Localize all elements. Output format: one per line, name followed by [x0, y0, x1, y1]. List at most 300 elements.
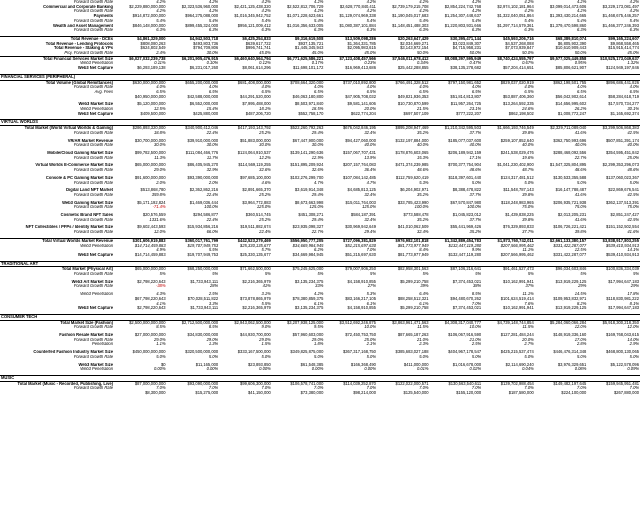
value-cell[interactable]: $112,759,620,419: [395, 175, 429, 180]
value-cell[interactable]: 0.08%: [574, 367, 587, 372]
value-cell[interactable]: $16,969,413,686: [345, 66, 376, 71]
value-cell[interactable]: $360,017,761,799: [167, 238, 220, 243]
value-cell[interactable]: 32.4%: [364, 192, 376, 197]
value-cell[interactable]: $487,206,720: [245, 111, 271, 116]
value-cell[interactable]: $30,700,000,000: [134, 138, 166, 143]
value-cell[interactable]: $67,447,900,000: [292, 138, 324, 143]
value-cell[interactable]: $862,198,502: [508, 111, 534, 116]
value-cell[interactable]: $124,064,910,537: [237, 150, 271, 155]
row-label[interactable]: Virtual Worlds E-Commerce Market Size: [35, 163, 113, 168]
value-cell[interactable]: $13,919,229,125: [555, 306, 587, 311]
value-cell[interactable]: 24.6%: [522, 107, 534, 112]
row-label[interactable]: Web3 Art Market Size: [71, 279, 113, 284]
value-cell[interactable]: $25,330,135,677: [240, 252, 271, 257]
value-cell[interactable]: $676,042,846,195: [342, 125, 376, 131]
value-cell[interactable]: $1,364,331,785: [347, 41, 376, 46]
value-cell[interactable]: $10,162,991,941: [503, 306, 534, 311]
value-cell[interactable]: 35.2%: [469, 230, 482, 235]
value-cell[interactable]: 75.0%: [574, 205, 587, 210]
value-cell[interactable]: $552,758,170: [298, 111, 324, 116]
value-cell[interactable]: $3,619,914,348: [294, 188, 324, 193]
value-cell[interactable]: 4.7%: [314, 180, 324, 185]
value-cell[interactable]: $2,114,690,240: [505, 362, 534, 367]
value-cell[interactable]: 4.2%: [208, 0, 219, 4]
value-cell[interactable]: 4.2%: [261, 0, 271, 4]
value-cell[interactable]: 4.6%: [261, 180, 271, 185]
value-cell[interactable]: $9,581,141,606: [347, 102, 376, 107]
row-label[interactable]: Web3 Penetration: [80, 243, 113, 248]
value-cell[interactable]: 0.95%: [574, 61, 587, 66]
value-cell[interactable]: $3,863,961,471,563: [392, 320, 429, 325]
value-cell[interactable]: 75.0%: [627, 205, 639, 210]
value-cell[interactable]: $10,610,909,443: [555, 46, 587, 51]
value-cell[interactable]: $4,158,910,855: [347, 306, 376, 311]
value-cell[interactable]: 29.0%: [311, 337, 324, 342]
value-cell[interactable]: 4.2%: [419, 9, 429, 14]
value-cell[interactable]: 0.00%: [206, 367, 219, 372]
value-cell[interactable]: 0.67%: [522, 61, 534, 66]
value-cell[interactable]: 4.2%: [629, 9, 639, 14]
value-cell[interactable]: $1,469,036,444: [189, 200, 219, 205]
value-cell[interactable]: 6.5%: [419, 89, 429, 94]
value-cell[interactable]: $2,216,365,979: [242, 306, 271, 311]
row-label[interactable]: Web3 Penetration: [80, 61, 113, 66]
value-cell[interactable]: 45.0%: [311, 51, 324, 56]
value-cell[interactable]: $111,084,466,776: [185, 150, 219, 155]
row-label[interactable]: Mobile/Cloud Gaming Market Size: [47, 150, 113, 155]
value-cell[interactable]: 4.0%: [471, 85, 482, 90]
value-cell[interactable]: 5%: [317, 272, 324, 277]
value-cell[interactable]: $2,854,224,742,768: [444, 4, 482, 9]
value-cell[interactable]: 48.6%: [574, 168, 587, 173]
value-cell[interactable]: $20,576,559: [142, 213, 166, 218]
value-cell[interactable]: 11.3%: [154, 155, 166, 160]
value-cell[interactable]: $10,730,870,599: [397, 102, 429, 107]
value-cell[interactable]: 25.0%: [364, 337, 376, 342]
value-cell[interactable]: 125.0%: [256, 205, 271, 210]
value-cell[interactable]: 10.0%: [364, 325, 376, 330]
value-cell[interactable]: $207,566,995,462: [500, 252, 534, 257]
value-cell[interactable]: $2,013,205,231: [557, 213, 587, 218]
value-cell[interactable]: 125.0%: [309, 205, 324, 210]
value-cell[interactable]: $25,330,135,677: [240, 243, 271, 248]
value-cell[interactable]: $5,171,192,824: [137, 200, 166, 205]
value-cell[interactable]: 50.0%: [416, 51, 429, 56]
value-cell[interactable]: $3,838,917,803,255: [587, 238, 640, 243]
value-cell[interactable]: $4,308,317,040,777: [444, 320, 482, 325]
value-cell[interactable]: $94,480,670,262: [450, 296, 482, 301]
value-cell[interactable]: $207,157,764,083: [342, 163, 376, 168]
value-cell[interactable]: 7.6%: [524, 301, 534, 306]
value-cell[interactable]: $166,368,490: [350, 362, 376, 367]
value-cell[interactable]: $468,800,130,065: [605, 350, 639, 355]
value-cell[interactable]: $42,588,000,000: [187, 94, 219, 99]
value-cell[interactable]: 4.2%: [314, 292, 324, 297]
value-cell[interactable]: $1,254,307,448,637: [444, 14, 482, 19]
value-cell[interactable]: 50.0%: [522, 51, 534, 56]
value-cell[interactable]: $9,577,025,449,858: [535, 56, 588, 61]
value-cell[interactable]: $23,935,098,327: [292, 225, 324, 230]
value-cell[interactable]: $6,231,017,260: [189, 66, 219, 71]
value-cell[interactable]: 0.10%: [206, 61, 219, 66]
row-label[interactable]: Web3 Penetration: [80, 367, 113, 372]
value-cell[interactable]: $44,930,700,000: [240, 333, 271, 338]
value-cell[interactable]: 6.3%: [261, 28, 271, 33]
value-cell[interactable]: 0.11%: [154, 61, 166, 66]
value-cell[interactable]: $808,080,263: [140, 41, 166, 46]
value-cell[interactable]: 45.0%: [364, 51, 376, 56]
value-cell[interactable]: $895,208,947,469: [395, 125, 429, 131]
value-cell[interactable]: $159,945,951,481: [605, 381, 639, 386]
value-cell[interactable]: 6.5%: [524, 89, 534, 94]
value-cell[interactable]: $15,011,764,003: [345, 200, 376, 205]
value-cell[interactable]: 6.5%: [577, 89, 587, 94]
value-cell[interactable]: $777,222,207: [456, 111, 482, 116]
value-cell[interactable]: 100.0%: [204, 205, 219, 210]
row-label[interactable]: Counterfeit Fashion Industry Market Size: [33, 350, 113, 355]
value-cell[interactable]: $241,538,029,476: [500, 150, 534, 155]
value-cell[interactable]: 7.0%: [366, 386, 376, 391]
value-cell[interactable]: 0.12%: [259, 61, 271, 66]
value-cell[interactable]: $6,805,902,390: [557, 41, 587, 46]
value-cell[interactable]: $286,893,320,000: [132, 125, 166, 131]
value-cell[interactable]: 7.0%: [577, 386, 587, 391]
value-cell[interactable]: $4,158,910,855: [347, 279, 376, 284]
value-cell[interactable]: $17,994,647,183: [608, 279, 639, 284]
value-cell[interactable]: $178,876,603,065: [395, 150, 429, 155]
value-cell[interactable]: 32.4%: [364, 130, 376, 135]
value-cell[interactable]: $22,869,676,541: [608, 188, 639, 193]
value-cell[interactable]: 2.5%: [471, 342, 482, 347]
value-cell[interactable]: 5.7%: [261, 248, 271, 253]
value-cell[interactable]: $100,836,334,039: [605, 266, 639, 272]
value-cell[interactable]: $1,220,803,931,666: [444, 23, 482, 28]
value-cell[interactable]: 1.5%: [261, 342, 271, 347]
value-cell[interactable]: 6.5%: [156, 89, 166, 94]
value-cell[interactable]: $404,967,178,547: [448, 350, 482, 355]
value-cell[interactable]: 6.2%: [314, 248, 324, 253]
value-cell[interactable]: 2.0%: [156, 180, 166, 185]
value-cell[interactable]: $187,580,000: [508, 391, 534, 396]
value-cell[interactable]: $700,377,754,904: [448, 163, 482, 168]
value-cell[interactable]: $25,442,288,855: [397, 66, 429, 71]
value-cell[interactable]: $425,215,537,474: [500, 350, 534, 355]
value-cell[interactable]: $622,774,204: [350, 111, 376, 116]
value-cell[interactable]: $79,007,906,250: [345, 266, 376, 272]
value-cell[interactable]: 22.7%: [311, 230, 324, 235]
value-cell[interactable]: 4.2%: [366, 9, 376, 14]
value-cell[interactable]: 39%: [420, 284, 429, 289]
value-cell[interactable]: $206,189,942,159: [448, 150, 482, 155]
value-cell[interactable]: $450,000,000,000: [132, 350, 166, 355]
row-label[interactable]: Forward Growth Rate: [73, 284, 113, 289]
value-cell[interactable]: $10,162,991,941: [503, 279, 534, 284]
value-cell[interactable]: 7.0%: [261, 386, 271, 391]
value-cell[interactable]: $4,942,503,718: [167, 36, 220, 41]
value-cell[interactable]: $522,260,792,263: [290, 125, 324, 131]
value-cell[interactable]: 5%: [475, 272, 482, 277]
row-label[interactable]: Web3 Market Size: [78, 102, 113, 107]
value-cell[interactable]: 30.1%: [627, 107, 639, 112]
value-cell[interactable]: 6.1%: [366, 301, 376, 306]
value-cell[interactable]: $45,593,206,716: [482, 36, 535, 41]
value-cell[interactable]: 5%: [633, 272, 639, 277]
value-cell[interactable]: $301,606,919,883: [114, 238, 167, 243]
value-cell[interactable]: $11,548,787,143: [503, 188, 534, 193]
value-cell[interactable]: 23.1%: [469, 107, 482, 112]
value-cell[interactable]: 3.1%: [261, 292, 271, 297]
value-cell[interactable]: $2,891,665,370: [242, 188, 271, 193]
value-cell[interactable]: 100.0%: [467, 205, 482, 210]
value-cell[interactable]: 6.3%: [577, 28, 587, 33]
row-label[interactable]: Avg. Fees: [94, 89, 113, 94]
value-cell[interactable]: 29.0%: [206, 337, 219, 342]
value-cell[interactable]: $425,880,000: [193, 111, 219, 116]
value-cell[interactable]: $1,129,074,969,338: [339, 14, 376, 19]
value-cell[interactable]: $157,067,707,431: [342, 150, 376, 155]
value-cell[interactable]: $1,873,760,742,011: [482, 238, 535, 243]
value-cell[interactable]: $11,698,101,172: [292, 66, 324, 71]
value-cell[interactable]: $3,135,234,375: [294, 279, 324, 284]
value-cell[interactable]: $0: [161, 362, 166, 367]
value-cell[interactable]: 36.4%: [364, 168, 376, 173]
row-label[interactable]: Forward Growth Rate: [73, 386, 113, 391]
value-cell[interactable]: $5,284,060,066,284: [549, 320, 587, 325]
value-cell[interactable]: $7,546,011,678,412: [377, 56, 430, 61]
value-cell[interactable]: $6,460,640,564,794: [219, 56, 272, 61]
value-cell[interactable]: $34,669,984,945: [292, 252, 324, 257]
value-cell[interactable]: $139,702,988,454: [500, 381, 534, 386]
value-cell[interactable]: $5,299,210,758: [400, 306, 429, 311]
value-cell[interactable]: $169,768,043,615: [605, 333, 639, 338]
value-cell[interactable]: $655,200,000,000: [185, 80, 219, 85]
value-cell[interactable]: 38%: [472, 284, 482, 289]
value-cell[interactable]: $40,950,000,000: [134, 94, 166, 99]
value-cell[interactable]: $70,028,511,822: [187, 296, 219, 301]
row-label[interactable]: Web3 Net Capture: [77, 111, 113, 116]
value-cell[interactable]: $47,905,708,032: [345, 94, 376, 99]
value-cell[interactable]: 29.4%: [311, 130, 324, 135]
value-cell[interactable]: $360,514,745: [245, 213, 271, 218]
value-cell[interactable]: $639,617,722: [245, 41, 271, 46]
value-cell[interactable]: 37%: [525, 284, 534, 289]
value-cell[interactable]: $7,374,453,021: [452, 279, 482, 284]
row-label[interactable]: Total Market (Physical Art): [61, 266, 113, 272]
value-cell[interactable]: 40.0%: [469, 143, 482, 148]
value-cell[interactable]: $727,096,381,829: [324, 238, 377, 243]
value-cell[interactable]: 11.5%: [522, 325, 534, 330]
row-label[interactable]: Forward Growth Rate: [73, 28, 113, 33]
value-cell[interactable]: $896,686,441,826: [605, 80, 639, 85]
value-cell[interactable]: 4.2%: [366, 0, 376, 4]
value-cell[interactable]: 5.4%: [629, 18, 639, 23]
row-label[interactable]: NFT Collectibles / PFPs / Identity Market Size: [25, 225, 113, 230]
value-cell[interactable]: 5%: [580, 272, 587, 277]
value-cell[interactable]: $2,522,812,706,729: [286, 4, 324, 9]
value-cell[interactable]: 5.0%: [314, 354, 324, 359]
value-cell[interactable]: $4,685,813,125: [347, 188, 376, 193]
value-cell[interactable]: $539,410,934,913: [605, 252, 639, 257]
value-cell[interactable]: 17.1%: [469, 155, 482, 160]
value-cell[interactable]: $1,071,228,623,661: [286, 14, 324, 19]
value-cell[interactable]: 5.4%: [577, 18, 587, 23]
value-cell[interactable]: 50.0%: [574, 51, 587, 56]
value-cell[interactable]: $118,830,981,222: [606, 296, 639, 301]
value-cell[interactable]: $794,709,806: [193, 46, 219, 51]
value-cell[interactable]: 4.2%: [577, 0, 587, 4]
value-cell[interactable]: 12.5%: [574, 248, 587, 253]
value-cell[interactable]: 6.3%: [156, 28, 166, 33]
row-label[interactable]: Web3 Net Capture: [77, 252, 113, 257]
value-cell[interactable]: $1,342,889,454,783: [430, 238, 483, 243]
value-cell[interactable]: 50.0%: [469, 51, 482, 56]
value-cell[interactable]: 32.4%: [416, 230, 429, 235]
value-cell[interactable]: 125.0%: [362, 205, 376, 210]
row-label[interactable]: [0, 391, 114, 396]
value-cell[interactable]: $681,408,000,000: [237, 80, 271, 85]
value-cell[interactable]: $5,918,300,218,350: [602, 320, 639, 325]
value-cell[interactable]: $41,150,000: [248, 391, 271, 396]
value-cell[interactable]: 5%: [159, 272, 166, 277]
value-cell[interactable]: 25.2%: [259, 130, 271, 135]
value-cell[interactable]: $94,427,060,000: [345, 138, 376, 143]
value-cell[interactable]: 5.3%: [366, 292, 376, 297]
value-cell[interactable]: $996,741,741: [245, 46, 271, 51]
value-cell[interactable]: 25.2%: [259, 217, 271, 222]
value-cell[interactable]: 0.23%: [364, 61, 376, 66]
row-label[interactable]: Cosmetic Brand NFT Sales: [60, 213, 113, 218]
row-label[interactable]: VR/AR Market Revenue: [67, 138, 113, 143]
value-cell[interactable]: 4.2%: [261, 9, 271, 14]
value-cell[interactable]: $367,317,168,750: [342, 350, 376, 355]
value-cell[interactable]: 4.0%: [156, 85, 166, 90]
value-cell[interactable]: 2.5%: [208, 292, 219, 297]
value-cell[interactable]: $124,949,197,846: [605, 66, 639, 71]
value-cell[interactable]: $118,397,601,440: [448, 175, 482, 180]
value-cell[interactable]: 9.5%: [314, 325, 324, 330]
value-cell[interactable]: 5.0%: [471, 180, 482, 185]
value-cell[interactable]: $2,739,179,215,708: [392, 4, 429, 9]
row-label[interactable]: Forward Growth Rate: [73, 85, 113, 90]
value-cell[interactable]: $1,165,692,374: [610, 111, 639, 116]
value-cell[interactable]: $2,628,770,840,411: [339, 4, 376, 9]
value-cell[interactable]: $1,016,678,000: [452, 362, 482, 367]
value-cell[interactable]: 42.5%: [627, 192, 639, 197]
value-cell[interactable]: $3,299,506,868,383: [602, 125, 639, 131]
value-cell[interactable]: $1,016,345,942,752: [234, 14, 271, 19]
value-cell[interactable]: 19.6%: [522, 155, 534, 160]
value-cell[interactable]: $9,602,443,593: [137, 225, 166, 230]
value-cell[interactable]: $1,466,377,246,393: [602, 23, 639, 28]
value-cell[interactable]: $71,662,500,000: [240, 266, 271, 272]
value-cell[interactable]: 28%: [209, 284, 219, 289]
value-cell[interactable]: 25.0%: [627, 155, 639, 160]
value-cell[interactable]: 4.0%: [577, 85, 587, 90]
value-cell[interactable]: 37.7%: [469, 130, 482, 135]
value-cell[interactable]: $3,229,173,081,497: [602, 4, 639, 9]
row-label[interactable]: Penetration: [92, 342, 113, 347]
value-cell[interactable]: 2.1%: [366, 342, 376, 347]
row-label[interactable]: Total Revenue - Lending Protocols: [45, 41, 113, 46]
value-cell[interactable]: $224,100,000: [561, 391, 587, 396]
row-label[interactable]: Web3 Net Capture: [77, 306, 113, 311]
value-cell[interactable]: 6.3%: [471, 28, 482, 33]
value-cell[interactable]: $151,895,209,924: [290, 163, 324, 168]
row-label[interactable]: Total Volume (Global Remittances): [45, 80, 113, 85]
value-cell[interactable]: $8,061,614,296: [242, 66, 271, 71]
value-cell[interactable]: 5.4%: [314, 18, 324, 23]
value-cell[interactable]: 32.6%: [259, 168, 271, 173]
value-cell[interactable]: $1,080,387,101,884: [339, 23, 376, 28]
value-cell[interactable]: 4.2%: [471, 0, 482, 4]
value-cell[interactable]: $697,507,109: [403, 111, 429, 116]
row-label[interactable]: Total Market Size (Fashion): [60, 320, 113, 325]
value-cell[interactable]: 39.8%: [574, 230, 587, 235]
value-cell[interactable]: $88,258,512,321: [397, 296, 429, 301]
value-cell[interactable]: $81,773,977,949: [397, 252, 429, 257]
value-cell[interactable]: 48.6%: [627, 168, 639, 173]
value-cell[interactable]: $68,389,810,074: [535, 36, 588, 41]
value-cell[interactable]: 4.3%: [156, 292, 166, 297]
value-cell[interactable]: $82,958,301,563: [397, 266, 429, 272]
value-cell[interactable]: 1331.6%: [149, 217, 166, 222]
value-cell[interactable]: $914,872,000,000: [132, 14, 166, 19]
value-cell[interactable]: 22.7%: [574, 155, 587, 160]
value-cell[interactable]: 4.0%: [261, 85, 271, 90]
value-cell[interactable]: 75.0%: [522, 205, 534, 210]
value-cell[interactable]: 6.5%: [471, 89, 482, 94]
value-cell[interactable]: $846,148,000,000: [132, 23, 166, 28]
value-cell[interactable]: 18.1%: [259, 107, 271, 112]
value-cell[interactable]: $1,008,772,247: [557, 111, 587, 116]
value-cell[interactable]: 22.4%: [206, 192, 219, 197]
value-cell[interactable]: 42.5%: [627, 217, 639, 222]
value-cell[interactable]: 12.2%: [259, 155, 271, 160]
value-cell[interactable]: 5.4%: [471, 18, 482, 23]
value-cell[interactable]: $91,600,000,000: [134, 175, 166, 180]
value-cell[interactable]: $6,201,905,476,915: [167, 56, 220, 61]
value-cell[interactable]: 2.0%: [208, 180, 219, 185]
value-cell[interactable]: 5.0%: [524, 354, 534, 359]
value-cell[interactable]: $57,960,603,000: [292, 333, 324, 338]
value-cell[interactable]: $267,880,000: [613, 391, 639, 396]
value-cell[interactable]: 27%: [367, 284, 376, 289]
value-cell[interactable]: 0.00%: [311, 367, 324, 372]
row-label[interactable]: Total Virtual Worlds Market Revenue: [0, 238, 114, 243]
value-cell[interactable]: $130,563,540,611: [448, 381, 482, 386]
value-cell[interactable]: $899,455,324,000: [185, 23, 219, 28]
value-cell[interactable]: $2,712,500,000,000: [181, 320, 219, 325]
value-cell[interactable]: 5.0%: [577, 354, 587, 359]
value-cell[interactable]: 41.6%: [574, 192, 587, 197]
row-label[interactable]: Forward Growth Rate: [73, 155, 113, 160]
value-cell[interactable]: 2.7%: [524, 342, 534, 347]
value-cell[interactable]: 8.5%: [471, 292, 482, 297]
value-cell[interactable]: $185,077,037,600: [448, 138, 482, 143]
value-cell[interactable]: 12.0%: [627, 325, 639, 330]
value-cell[interactable]: $109,953,832,971: [553, 296, 587, 301]
value-cell[interactable]: $385,683,027,188: [395, 350, 429, 355]
value-cell[interactable]: $85,806,621,907: [555, 66, 587, 71]
row-label[interactable]: Fashion Resale Market Size: [59, 333, 113, 338]
value-cell[interactable]: $96,034,603,846: [555, 266, 587, 272]
value-cell[interactable]: 12.0%: [153, 230, 166, 235]
value-cell[interactable]: 6.5%: [366, 89, 376, 94]
value-cell[interactable]: $2,661,133,380,157: [535, 238, 588, 243]
value-cell[interactable]: $2,229,880,000,000: [129, 4, 166, 9]
value-cell[interactable]: $556,950,777,205: [272, 238, 325, 243]
value-cell[interactable]: 2.9%: [629, 342, 639, 347]
